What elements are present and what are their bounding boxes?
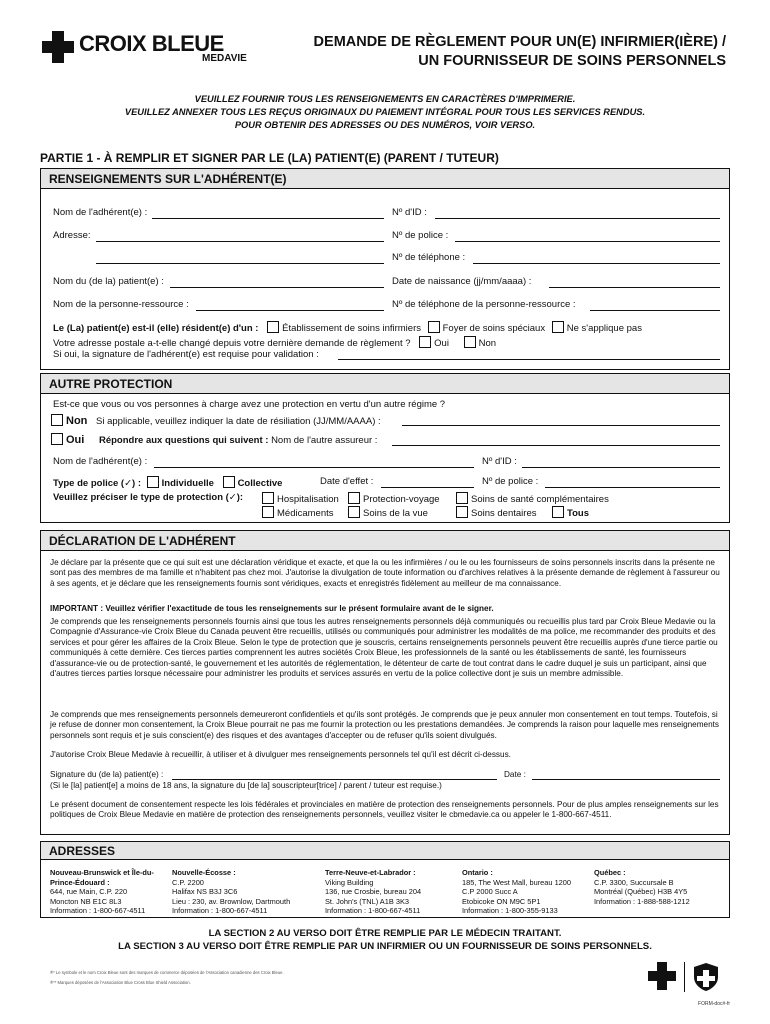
patient-signature-field[interactable] [172, 779, 497, 780]
other-id-field[interactable] [522, 467, 720, 468]
contact-phone-label: Nº de téléphone de la personne-ressource : [392, 299, 576, 310]
all-checkbox[interactable] [552, 506, 564, 518]
postal-yes-checkbox[interactable] [419, 336, 431, 348]
dob-label: Date de naissance (jj/mm/aaaa) : [392, 276, 532, 287]
other-question: Est-ce que vous ou vos personnes à charge avez une protection en vertu d'un autre régime ? [53, 399, 446, 410]
shield-icon [692, 962, 720, 992]
policy-label: Nº de police : [392, 230, 449, 241]
cross-logo-icon [648, 962, 676, 990]
other-non-checkbox[interactable] [51, 414, 63, 426]
other-protection-header: AUTRE PROTECTION [41, 374, 729, 394]
effective-date-field[interactable] [381, 487, 474, 488]
form-title: DEMANDE DE RÈGLEMENT POUR UN(E) INFIRMIER(IÈRE) / UN FOURNISSEUR DE SOINS PERSONNELS [313, 34, 726, 69]
declaration-p4: J'autorise Croix Bleue Medavie à recueillir, à utiliser et à divulguer mes renseignements personnels tel qu'il est décrit ci-dessus. [50, 750, 511, 759]
extended-health-checkbox[interactable] [456, 492, 468, 504]
vision-checkbox[interactable] [348, 506, 360, 518]
coverage-c6: Soins dentaires [456, 506, 536, 520]
member-id-label: Nº d'ID : [392, 207, 427, 218]
contact-phone-field[interactable] [590, 310, 720, 311]
other-oui-checkbox[interactable] [51, 433, 63, 445]
address-ns: Nouvelle-Écosse : C.P. 2200 Halifax NS B3J 3C6 Lieu : 230, av. Brownlow, Dartmouth Information : 1-800-667-4511 [172, 868, 291, 915]
declaration-important: IMPORTANT : Veuillez vérifier l'exactitude de tous les renseignements sur le présent formulaire avant de le signer. [50, 604, 494, 613]
coverage-c5: Soins de la vue [348, 506, 428, 520]
not-applicable-checkbox[interactable] [552, 321, 564, 333]
member-header: RENSEIGNEMENTS SUR L'ADHÉRENT(E) [41, 169, 729, 189]
other-policy-field[interactable] [545, 487, 720, 488]
declaration-p1: Je déclare par la présente que ce qui suit est une déclaration véridique et exacte, et que la ou les infirmières / ou le ou les fournisseurs de soins personnels inscrits dans la présente ne sont pas des membres de ma famille et n'habitent pas chez moi. J'autorise la divulgation de toute information ou d'archives relatives à la présente demande de règlement à l'assureur ou à ses agents, et je déclare que les renseignements fournis sont véridiques, exacts et enregistrés fidèlement au meilleur de ma connaissance. [50, 558, 720, 588]
drugs-checkbox[interactable] [262, 506, 274, 518]
footer-instructions: LA SECTION 2 AU VERSO DOIT ÊTRE REMPLIE PAR LE MÉDECIN TRAITANT. LA SECTION 3 AU VERSO DOIT ÊTRE REMPLIE PAR UN INFIRMIER OU UN FOURNISSEUR DE SOINS PERSONNELS. [118, 928, 652, 952]
coverage-c2: Protection-voyage [348, 492, 440, 506]
individual-checkbox[interactable] [147, 476, 159, 488]
address-field-2[interactable] [96, 263, 384, 264]
policy-field[interactable] [455, 241, 720, 242]
other-member-label: Nom de l'adhérent(e) : [53, 456, 148, 467]
other-id-label: Nº d'ID : [482, 456, 517, 467]
coverage-c1: Hospitalisation [262, 492, 339, 506]
croix-bleue-cross-logo [42, 31, 74, 63]
logo-divider [684, 962, 685, 992]
member-id-field[interactable] [435, 218, 720, 219]
instructions: VEUILLEZ FOURNIR TOUS LES RENSEIGNEMENTS EN CARACTÈRES D'IMPRIMERIE. VEUILLEZ ANNEXER TOUS LES REÇUS ORIGINAUX DU PAIEMENT INTÉGRAL POUR TOUS LES SERVICES RENDUS. POUR OBTENIR DES ADRESSES OU DES NUMÉROS, VOIR VERSO. [124, 94, 646, 130]
coverage-c4: Médicaments [262, 506, 334, 520]
patient-field[interactable] [170, 287, 384, 288]
signature-note: (Si le [la] patient[e] a moins de 18 ans, la signature du [de la] souscripteur[trice] / parent / tuteur est requise.) [50, 781, 442, 790]
brand-sub: MEDAVIE [202, 53, 247, 64]
resident-row: Le (La) patient(e) est-il (elle) résident(e) d'un : Établissement de soins infirmiers Foyer de soins spéciaux Ne s'applique pas [53, 323, 642, 334]
phone-field[interactable] [473, 263, 720, 264]
form-code: FORM-doc#-fr [698, 1001, 730, 1007]
contact-field[interactable] [196, 310, 384, 311]
address-nl: Terre-Neuve-et-Labrador : Viking Building 136, rue Crosbie, bureau 204 St. John's (TNL) A1B 3K3 Information : 1-800-667-4511 [325, 868, 422, 915]
oui-row: Oui Répondre aux questions qui suivent : Nom de l'autre assureur : [51, 433, 377, 447]
travel-checkbox[interactable] [348, 492, 360, 504]
member-signature-field[interactable] [338, 359, 720, 360]
patient-label: Nom du (de la) patient(e) : [53, 276, 164, 287]
dental-checkbox[interactable] [456, 506, 468, 518]
phone-label: Nº de téléphone : [392, 252, 466, 263]
declaration-header: DÉCLARATION DE L'ADHÉRENT [41, 531, 729, 551]
termination-date-field[interactable] [402, 425, 720, 426]
addresses-header: ADRESSES [41, 842, 729, 860]
other-member-field[interactable] [154, 467, 474, 468]
declaration-p3: Je comprends que mes renseignements personnels demeureront confidentiels et qu'ils sont protégés. Je comprends que je peux annuler mon consentement en tout temps. Toutefois, si je refuse de donner mon consentement, la Croix Bleue pourrait ne pas me fournir la protection ou les prestations demandées. Je comprends la raison pour laquelle mes renseignements personnels sont requis et je suis conscient(e) des risques et des avantages d'accepter ou de refuser qu'ils soient divulgués. [50, 710, 720, 740]
postal-no-checkbox[interactable] [464, 336, 476, 348]
address-on: Ontario : 185, The West Mall, bureau 1200 C.P 2000 Succ A Etobicoke ON M9C 5P1 Information : 1-800-355-9133 [462, 868, 572, 915]
declaration-p5: Le présent document de consentement respecte les lois fédérales et provinciales en matière de protection des renseignements personnels. Pour de plus amples renseignements sur les politiques de Croix Bleue Medavie en matière de protection des renseignements personnels, veuillez visiter le cbmedavie.ca ou appeler le 1-800-667-4511. [50, 800, 719, 820]
effective-date-label: Date d'effet : [320, 476, 374, 487]
part1-title: PARTIE 1 - À REMPLIR ET SIGNER PAR LE (LA) PATIENT(E) (PARENT / TUTEUR) [40, 151, 499, 165]
member-name-field[interactable] [152, 218, 384, 219]
date-label: Date : [504, 770, 526, 779]
declaration-p2: Je comprends que les renseignements personnels fournis ainsi que tous les autres renseignements personnels déjà communiqués ou recueillis plus tard par Croix Bleue Medavie ou la Compagnie d'Assurance-vie Croix Bleue du Canada peuvent être recueillis, utilisés ou communiqués pour administrer les modalités de ma police, me recommander des produits et des services et pour gérer les affaires de la Croix Bleue. Selon le type de protection que je souscris, certains renseignements personnels peuvent être recueillis auprès d'une tierce partie ou communiqués à cette dernière. Ces tierces parties comprennent les autres sociétés Croix Bleue, les professionnels de la santé ou les établissements de santé, les fournisseurs d'assurance-vie ou de protection-santé, le gouvernement et les autorités de réglementation, le détenteur de carte de tout contrat dans le cadre duquel je suis un participant, ainsi que d'autres tierces parties lorsque nécessaire pour administrer les produits et services assurés en vertu de la police collective dont je suis un membre admissible. [50, 617, 718, 679]
brand-name: CROIX BLEUE [79, 31, 224, 56]
coverage-c3: Soins de santé complémentaires [456, 492, 609, 506]
non-row: Non Si applicable, veuillez indiquer la date de résiliation (JJ/MM/AAAA) : [51, 414, 381, 428]
address-label: Adresse: [53, 230, 91, 241]
nursing-home-checkbox[interactable] [267, 321, 279, 333]
address-nb: Nouveau-Brunswick et Île-du-Prince-Édouard : 644, rue Main, C.P. 220 Moncton NB E1C 8L3 Information : 1-800-667-4511 [50, 868, 154, 915]
sig-question: Si oui, la signature de l'adhérent(e) est requise pour validation : [53, 349, 319, 360]
member-name-label: Nom de l'adhérent(e) : [53, 207, 148, 218]
date-field[interactable] [532, 779, 720, 780]
other-policy-label: Nº de police : [482, 476, 539, 487]
other-insurer-field[interactable] [392, 445, 720, 446]
fine-print-2: ®** Marques déposées de l'Association Blue Cross Blue Shield Association. [50, 980, 191, 985]
special-care-checkbox[interactable] [428, 321, 440, 333]
coverage-label: Veuillez préciser le type de protection (✓): [53, 492, 244, 503]
signature-label: Signature du (de la) patient(e) : [50, 770, 164, 779]
policy-type-row: Type de police (✓) : Individuelle Collective [53, 478, 283, 489]
dob-field[interactable] [549, 287, 720, 288]
fine-print-1: ®* Le symbole et le nom Croix Bleue sont des marques de commerce déposées de l'Association canadienne des Croix Bleue. [50, 970, 284, 975]
postal-row: Votre adresse postale a-t-elle changé depuis votre dernière demande de règlement ? Oui Non [53, 338, 497, 349]
address-field-1[interactable] [96, 241, 384, 242]
coverage-c7: Tous [552, 506, 589, 520]
hospital-checkbox[interactable] [262, 492, 274, 504]
contact-label: Nom de la personne-ressource : [53, 299, 189, 310]
address-qc: Québec : C.P. 3300, Succursale B Montréal (Québec) H3B 4Y5 Information : 1-888-588-1212 [594, 868, 690, 906]
collective-checkbox[interactable] [223, 476, 235, 488]
